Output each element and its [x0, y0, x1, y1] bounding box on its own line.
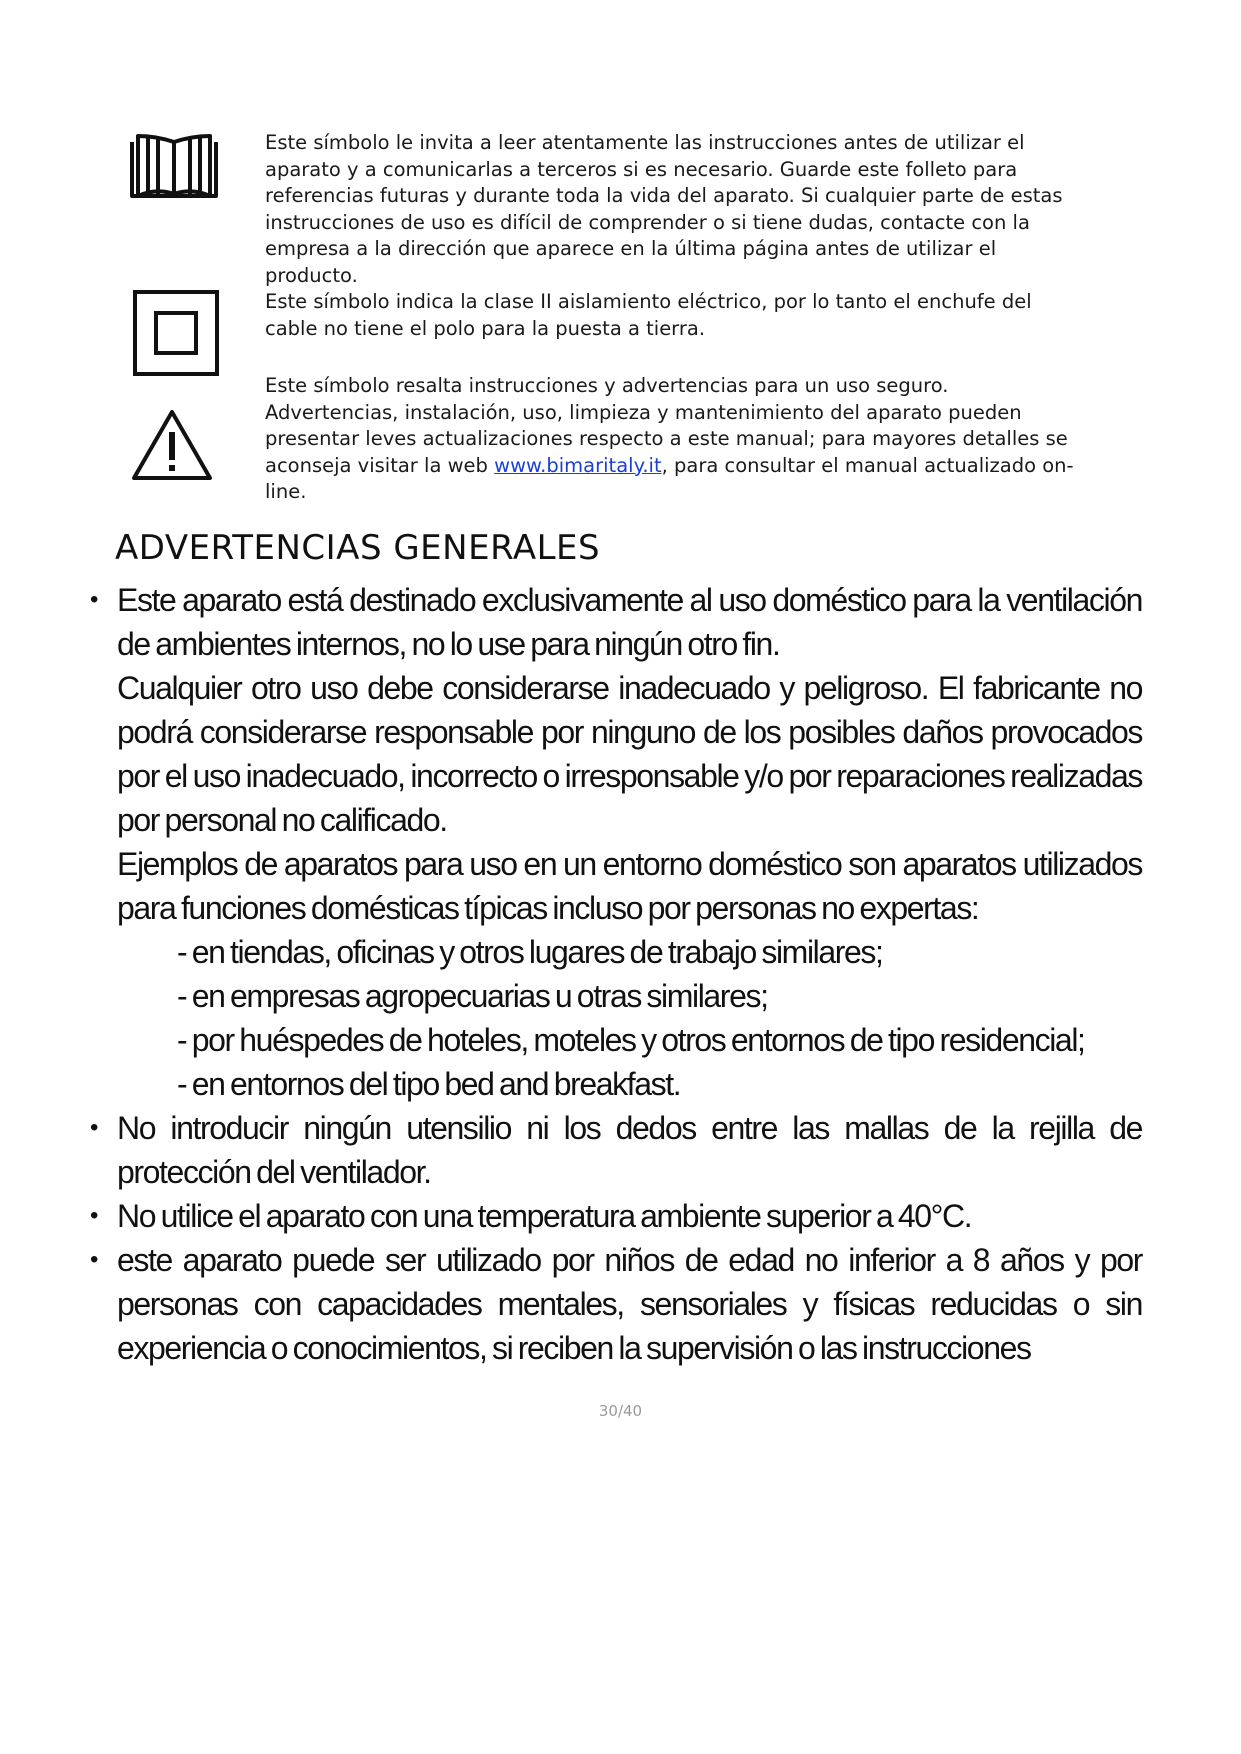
general-warnings: [92, 578, 1142, 1370]
bullet-icon: •: [90, 1202, 98, 1229]
warning-item-children: • este aparato puede ser utilizado por niños de edad no inferior a 8 años y por personas con capacidades mentales, sensoriales y físicas reducidas o sin experiencia o conocimientos, si reciben la supervisión o las instrucciones: [92, 1238, 1142, 1370]
symbol-text-warning: Este símbolo resalta instrucciones y advertencias para un uso seguro. Advertencias, instalación, uso, limpieza y mantenimiento del aparato pueden presentar leves actualizaciones respecto a este manual; para mayores detalles se aconseja visitar la web www.bimaritaly.it, para consultar el manual actualizado on-line.: [265, 374, 1074, 503]
bullet-icon: •: [90, 586, 98, 613]
warning-triangle-icon: [130, 408, 214, 486]
warning-item-liability: Cualquier otro uso debe considerarse inadecuado y peligroso. El fabricante no podrá considerarse responsable por ninguno de los posibles daños provocados por el uso inadecuado, incorrecto o irresponsable y/o por reparaciones realizadas por personal no calificado.: [117, 670, 1142, 838]
open-book-icon: [128, 130, 220, 208]
page-number: 30/40: [598, 1402, 643, 1420]
list-item: - en tiendas, oficinas y otros lugares de trabajo similares;: [177, 934, 883, 970]
bullet-icon: •: [90, 1114, 98, 1141]
symbol-text-class-ii: Este símbolo indica la clase II aislamiento eléctrico, por lo tanto el enchufe del cable no tiene el polo para la puesta a tierra.: [265, 290, 1032, 340]
bullet-icon: •: [90, 1246, 98, 1273]
warning-item-temperature: • No utilice el aparato con una temperatura ambiente superior a 40°C.: [92, 1194, 1142, 1238]
symbol-text-manual: Este símbolo le invita a leer atentamente las instrucciones antes de utilizar el aparato y a comunicarlas a terceros si es necesario. Guarde este folleto para referencias futuras y durante toda la vida del aparato. Si cualquier parte de estas instrucciones de uso es difícil de comprender o si tiene dudas, contacte con la empresa a la dirección que aparece en la última página antes de utilizar el producto.: [265, 131, 1063, 287]
warning-item-grille: • No introducir ningún utensilio ni los dedos entre las mallas de la rejilla de protección del ventilador.: [92, 1106, 1142, 1194]
class-ii-double-square-icon: [132, 289, 220, 381]
warning-item-domestic-use: • Este aparato está destinado exclusivamente al uso doméstico para la ventilación de ambientes internos, no lo use para ningún otro fin.: [92, 578, 1142, 666]
list-item: - por huéspedes de hoteles, moteles y otros entornos de tipo residencial;: [177, 1022, 1085, 1058]
list-item: - en empresas agropecuarias u otras similares;: [177, 978, 768, 1014]
warning-item-examples: Ejemplos de aparatos para uso en un entorno doméstico son aparatos utilizados para funciones domésticas típicas incluso por personas no expertas:: [117, 846, 1142, 926]
section-heading: ADVERTENCIAS GENERALES: [115, 528, 601, 568]
list-item: - en entornos del tipo bed and breakfast.: [177, 1066, 681, 1102]
website-link[interactable]: www.bimaritaly.it: [494, 453, 662, 477]
